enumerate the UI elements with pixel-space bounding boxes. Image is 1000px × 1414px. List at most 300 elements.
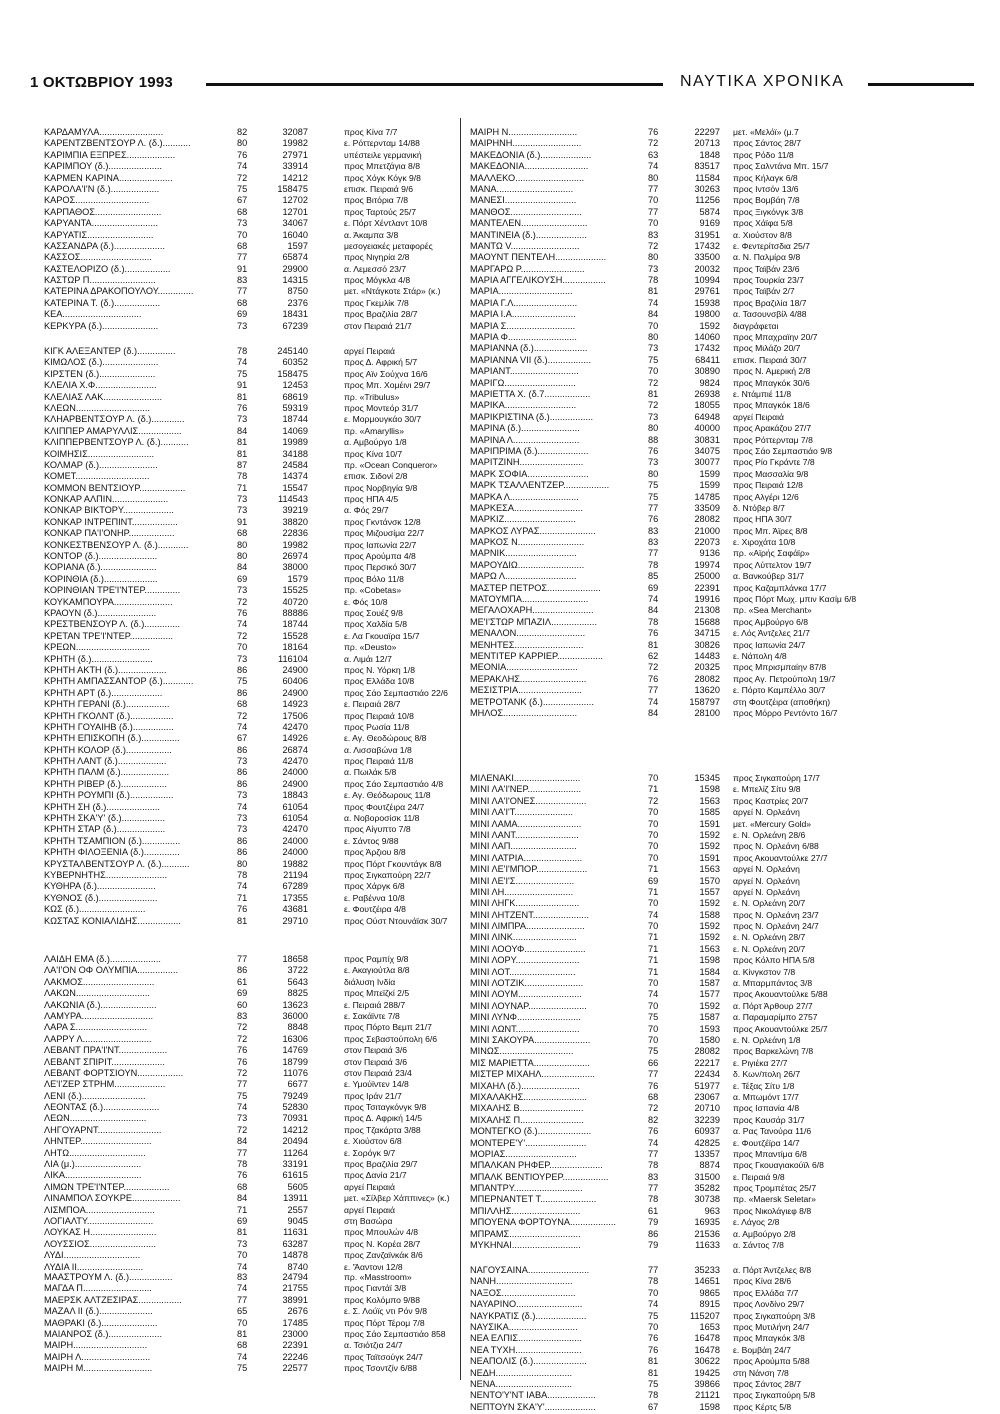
ship-row xyxy=(44,1205,464,1216)
ship-row xyxy=(44,471,464,482)
ship-name: ΚΛΕΩΝ............................. xyxy=(44,402,150,413)
ship-name: ΚΟΝΤΟΡ (δ.)....................... xyxy=(44,551,158,562)
build-year: 76 xyxy=(237,607,248,618)
tonnage: 1580 xyxy=(699,1034,720,1045)
ship-name: ΚΑΤΕΡΙΝΑ Τ. (δ.).................. xyxy=(44,297,161,308)
ship-name: ΜΑΡΙΑ Σ........................... xyxy=(470,320,576,331)
ship-row xyxy=(44,1057,464,1068)
status-note: α. Λιμάι 12/7 xyxy=(344,653,392,664)
tonnage: 20032 xyxy=(694,263,720,274)
tonnage: 30077 xyxy=(694,457,720,468)
build-year: 81 xyxy=(237,915,248,926)
ship-name: ΛΑΡΡΥ Λ........................... xyxy=(44,1033,152,1044)
build-year: 72 xyxy=(237,630,248,641)
ship-name: ΚΑΡΟΛΑ'Ι'Ν (δ.)................... xyxy=(44,183,160,194)
tonnage: 18744 xyxy=(282,414,308,425)
ship-row xyxy=(470,560,950,571)
tonnage: 29900 xyxy=(282,263,308,274)
ship-name: ΜΑΡΚΑ Λ........................... xyxy=(470,491,579,502)
ship-row xyxy=(44,893,464,904)
tonnage: 13623 xyxy=(282,999,308,1010)
build-year: 71 xyxy=(648,864,659,875)
ship-name: ΜΑΡΟΥΔΙΩ.......................... xyxy=(470,559,585,570)
tonnage: 17432 xyxy=(694,240,720,251)
ship-name: ΛΕΒΑΝΤ ΦΟΡΤΣΙΟΥΝ.................. xyxy=(44,1067,184,1078)
build-year: 73 xyxy=(237,1113,248,1124)
status-note: προς Βραζιλία 28/7 xyxy=(344,309,418,320)
ship-row xyxy=(44,711,464,722)
ship-name: ΛΙΑ (μ.).......................... xyxy=(44,1159,142,1170)
build-year: 83 xyxy=(648,1171,659,1182)
build-year: 74 xyxy=(648,1299,659,1310)
status-note: επισκ. Πειραιά 9/6 xyxy=(344,183,414,194)
header-rule-left xyxy=(206,83,663,86)
build-year: 83 xyxy=(237,275,248,286)
ship-row xyxy=(470,853,950,864)
tonnage: 8740 xyxy=(287,1261,308,1272)
ship-row xyxy=(44,1227,464,1238)
ship-row xyxy=(470,1160,950,1171)
ship-row xyxy=(470,480,950,491)
ship-row xyxy=(44,309,464,320)
tonnage: 1592 xyxy=(699,1000,720,1011)
ship-row xyxy=(44,264,464,275)
ship-name: ΜΑΡΙΑ Φ........................... xyxy=(470,332,577,343)
build-year: 73 xyxy=(237,218,248,229)
status-note: αργεί Ν. Ορλεάνη xyxy=(733,807,800,818)
ship-name: ΚΡΑΟΥΝ (δ.)....................... xyxy=(44,607,157,618)
ship-row xyxy=(470,264,950,275)
tonnage: 14926 xyxy=(282,733,308,744)
publication-title: ΝΑΥΤΙΚΑ ΧΡΟΝΙΚΑ xyxy=(680,73,845,90)
ship-name: ΝΕΑ ΤΥΧΗ.......................... xyxy=(470,1344,582,1355)
status-note: α. Πωιλάκ 5/8 xyxy=(344,767,397,778)
status-note: στη Φουτζέιρα (αποθήκη) xyxy=(733,696,831,707)
ship-row xyxy=(470,503,950,514)
build-year: 76 xyxy=(648,673,659,684)
build-year: 82 xyxy=(648,1114,659,1125)
build-year: 70 xyxy=(648,978,659,989)
ship-name: ΛΟΓΙΑΛΤΥ.......................... xyxy=(44,1215,154,1226)
status-note: α. Αμβούργο 1/8 xyxy=(344,437,407,448)
status-note: ε. Αγ. Θεοδώρους 8/8 xyxy=(344,733,427,744)
tonnage: 1563 xyxy=(699,864,720,875)
ship-row xyxy=(470,218,950,229)
tonnage: 963 xyxy=(704,1205,720,1216)
tonnage: 20325 xyxy=(694,662,720,673)
ship-row xyxy=(470,1240,950,1251)
ship-row xyxy=(44,1306,464,1317)
ship-name: ΚΕΑ............................... xyxy=(44,309,142,320)
ship-name: ΜΙΝΙ ΛΥΝΦ......................... xyxy=(470,1012,581,1023)
status-note: προς Μπαγκόκ 3/8 xyxy=(733,1333,805,1344)
ship-row xyxy=(470,921,950,932)
build-year: 73 xyxy=(237,790,248,801)
ship-row xyxy=(470,1402,950,1413)
ship-row xyxy=(470,1138,950,1149)
status-note: προς Χόγκ Κόγκ 9/8 xyxy=(344,172,421,183)
build-year: 74 xyxy=(237,801,248,812)
ship-row xyxy=(44,1045,464,1056)
ship-name: ΚΡΗΤΗ ΑΜΠΑΣΣΑΝΤΟΡ (δ.)............ xyxy=(44,676,194,687)
build-year: 73 xyxy=(648,457,659,468)
ship-name: ΜΑΛΛΕΚΟ........................... xyxy=(470,172,585,183)
status-note: προς Γιαντάϊ 3/8 xyxy=(344,1283,407,1294)
status-note: προς Βόλο 11/8 xyxy=(344,573,404,584)
build-year: 81 xyxy=(648,1367,659,1378)
status-note: προς Δ. Αφρική 14/5 xyxy=(344,1113,422,1124)
tonnage: 15547 xyxy=(282,482,308,493)
tonnage: 158475 xyxy=(277,368,308,379)
ship-row xyxy=(470,457,950,468)
status-note: ε. Ν. Ορλεάνη 28/6 xyxy=(733,829,806,840)
tonnage: 34715 xyxy=(694,628,720,639)
build-year: 75 xyxy=(237,183,248,194)
tonnage: 18658 xyxy=(282,954,308,964)
status-note: ε. Φουτζέϊρα 14/7 xyxy=(733,1137,800,1148)
ship-name: ΜΙΝΙ ΛΟΥΜ......................... xyxy=(470,989,582,1000)
ship-row xyxy=(44,954,464,965)
build-year: 69 xyxy=(648,582,659,593)
build-year: 70 xyxy=(648,852,659,863)
tonnage: 9136 xyxy=(699,548,720,559)
ship-row xyxy=(44,1148,464,1159)
tonnage: 19916 xyxy=(694,594,720,605)
tonnage: 14060 xyxy=(694,332,720,343)
build-year: 77 xyxy=(648,1148,659,1159)
ship-name: ΚΛΗΑΡΒΕΝΤΣΟΥΡ Λ. (δ.)............. xyxy=(44,414,185,425)
build-year: 80 xyxy=(648,332,659,343)
ship-name: ΚΟΜΜΟΝ ΒΕΝΤΣΙΟΥΡ.................. xyxy=(44,482,186,493)
status-note: προς Ισπανία 4/8 xyxy=(733,1103,800,1114)
ship-name: ΚΡΗΤΗ ΦΙΛΟΞΕΝΙΑ (δ.).............. xyxy=(44,847,180,858)
status-note: πρ. «Masstroom» xyxy=(344,1272,412,1282)
ship-name: ΚΟΡΙΑΝΑ (δ.)...................... xyxy=(44,562,157,573)
tonnage: 64948 xyxy=(694,411,720,422)
build-year: 77 xyxy=(237,954,248,964)
tonnage: 35233 xyxy=(694,1265,720,1275)
status-note: προς Σιγκαπούρη 3/8 xyxy=(733,1310,816,1321)
build-year: 69 xyxy=(237,309,248,320)
ship-row xyxy=(470,1183,950,1194)
ship-name: ΜΑΙΡΗ............................. xyxy=(44,1340,148,1351)
build-year: 86 xyxy=(237,847,248,858)
status-note: προς Χάϊφα 5/8 xyxy=(733,218,793,229)
ship-name: ΜΕ'Ι'ΣΤΩΡ ΜΠΑΖΙΛ.................. xyxy=(470,616,598,627)
status-note: αργεί Πειραιά xyxy=(344,1204,395,1215)
ship-name: ΝΕΠΤΟΥΝ ΣΚΑ'Υ'.................... xyxy=(470,1401,596,1412)
status-note: α. Βανκούβερ 31/7 xyxy=(733,571,805,582)
ship-row xyxy=(44,824,464,835)
ship-row xyxy=(470,1001,950,1012)
ship-name: ΚΛΙΠΠΕΡ ΑΜΑΡΥΛΛΙΣ................. xyxy=(44,425,182,436)
tonnage: 16935 xyxy=(694,1217,720,1228)
tonnage: 14374 xyxy=(282,471,308,482)
ship-name: ΜΙΝΙ ΛΙΜΠΡΑ....................... xyxy=(470,921,585,932)
ship-row xyxy=(470,784,950,795)
tonnage: 28082 xyxy=(694,1046,720,1057)
ship-name: ΛΙΝΑΜΠΟΛ ΣΟΥΚΡΕ................... xyxy=(44,1193,181,1204)
ship-row xyxy=(44,916,464,927)
ship-name: ΜΑΚΕΔΟΝΙΑ......................... xyxy=(470,161,589,172)
tonnage: 60406 xyxy=(282,676,308,687)
ship-name: ΛΑΙΔΗ ΕΜΑ (δ.).................... xyxy=(44,954,161,964)
ship-name: ΝΕΝΑ.............................. xyxy=(470,1378,573,1389)
status-note: προς Ακουαντούλκε 25/7 xyxy=(733,1023,828,1034)
ship-row xyxy=(44,562,464,573)
build-year: 72 xyxy=(237,172,248,183)
build-year: 70 xyxy=(648,1000,659,1011)
tonnage: 19982 xyxy=(282,138,308,149)
ship-row xyxy=(470,1126,950,1137)
build-year: 77 xyxy=(648,206,659,217)
ship-name: ΚΡΗΤΗ ΣΤΑΡ (δ.)................... xyxy=(44,824,166,835)
ship-row xyxy=(470,184,950,195)
build-year: 76 xyxy=(648,127,659,137)
ship-name: ΜΑΡΚ ΤΣΑΛΛΕΝΤΖΕΡ.................. xyxy=(470,480,610,491)
ship-name: ΜΕΝΗΤΕΣ........................... xyxy=(470,639,584,650)
ship-row xyxy=(470,887,950,898)
build-year: 70 xyxy=(648,829,659,840)
ship-name: ΜΑΡΙΑΝΝΑ (δ.)..................... xyxy=(470,343,588,354)
ship-name: ΜΑΡΙΓΩ............................ xyxy=(470,377,576,388)
ship-row xyxy=(470,446,950,457)
build-year: 72 xyxy=(237,1067,248,1078)
ship-row xyxy=(470,864,950,875)
ship-list-group xyxy=(44,954,464,1273)
build-year: 74 xyxy=(237,881,248,892)
build-year: 68 xyxy=(237,206,248,217)
tonnage: 14483 xyxy=(694,650,720,661)
ship-name: ΜΙΝΙ ΣΑΚΟΥΡΑ...................... xyxy=(470,1034,591,1045)
tonnage: 15528 xyxy=(282,630,308,641)
tonnage: 158475 xyxy=(277,183,308,194)
tonnage: 1598 xyxy=(699,1401,720,1412)
build-year: 83 xyxy=(648,229,659,240)
status-note: προς Σιγκαπούρη 5/8 xyxy=(733,1390,816,1401)
status-note: ε. Πειραιά 288/7 xyxy=(344,999,406,1010)
status-note: αργεί Πειραιά xyxy=(344,1181,395,1192)
ship-row xyxy=(470,537,950,548)
ship-name: ΚΟΙΜΗΣΙΣ.......................... xyxy=(44,448,155,459)
tonnage: 33914 xyxy=(282,161,308,172)
ship-name: ΚΡΗΤΗ ΑΡΤ (δ.).................... xyxy=(44,687,163,698)
build-year: 73 xyxy=(648,263,659,274)
status-note: προς Σάο Σεμπαστιάο 22/6 xyxy=(344,687,448,698)
build-year: 70 xyxy=(237,229,248,240)
ship-name: ΝΕΔΗ.............................. xyxy=(470,1367,573,1378)
ship-row xyxy=(44,859,464,870)
status-note: προς Περσικό 30/7 xyxy=(344,562,417,573)
tonnage: 88886 xyxy=(282,607,308,618)
ship-row xyxy=(44,802,464,813)
ship-row xyxy=(470,1103,950,1114)
ship-name: ΜΟΝΤΕΡΕ'Υ'........................ xyxy=(470,1137,587,1148)
ship-row xyxy=(470,1229,950,1240)
build-year: 78 xyxy=(237,1159,248,1170)
ship-row xyxy=(44,870,464,881)
tonnage: 1592 xyxy=(699,932,720,943)
tonnage: 16478 xyxy=(694,1344,720,1355)
tonnage: 17485 xyxy=(282,1317,308,1328)
tonnage: 39219 xyxy=(282,505,308,516)
build-year: 72 xyxy=(648,400,659,411)
ship-name: ΜΠΡΑΜΣ............................ xyxy=(470,1228,581,1239)
ship-row xyxy=(470,628,950,639)
ship-row xyxy=(470,252,950,263)
tonnage: 24900 xyxy=(282,778,308,789)
build-year: 72 xyxy=(648,1103,659,1114)
status-note: προς Άρζιου 8/8 xyxy=(344,847,406,858)
status-note: προς Ακουαντούλκε 27/7 xyxy=(733,852,828,863)
tonnage: 25000 xyxy=(694,571,720,582)
status-note: προς Μυτιλήνη 24/7 xyxy=(733,1321,810,1332)
ship-row xyxy=(470,492,950,503)
build-year: 84 xyxy=(648,605,659,616)
status-note: στον Πειραιά 3/6 xyxy=(344,1056,408,1067)
tonnage: 20713 xyxy=(694,138,720,149)
tonnage: 1592 xyxy=(699,320,720,331)
status-note: προς Βομβάη 7/8 xyxy=(733,195,800,206)
ship-row xyxy=(44,699,464,710)
build-year: 86 xyxy=(237,835,248,846)
tonnage: 31951 xyxy=(694,229,720,240)
tonnage: 11076 xyxy=(283,1067,308,1078)
status-note: προς Λονδίνο 29/7 xyxy=(733,1299,805,1310)
tonnage: 34075 xyxy=(694,445,720,456)
tonnage: 51977 xyxy=(694,1080,720,1091)
ship-name: ΚΟΜΕΤ............................. xyxy=(44,471,150,482)
tonnage: 1557 xyxy=(699,886,720,897)
ship-name: ΛΕΒΑΝΤ ΣΠΙΡΙΤ..................... xyxy=(44,1056,165,1067)
ship-name: ΜΑΕΡΣΚ ΑΛΤΖΕΣΙΡΑΣ................. xyxy=(44,1294,182,1305)
status-note: α. Ρας Τανούρα 11/6 xyxy=(733,1126,812,1137)
ship-row xyxy=(44,642,464,653)
status-note: προς Τσοντζίν 6/88 xyxy=(344,1363,418,1374)
tonnage: 11633 xyxy=(695,1240,720,1251)
build-year: 74 xyxy=(648,1137,659,1148)
build-year: 88 xyxy=(648,434,659,445)
build-year: 76 xyxy=(237,1056,248,1067)
tonnage: 28100 xyxy=(694,707,720,718)
ship-row xyxy=(44,1352,464,1363)
ship-row xyxy=(44,321,464,332)
build-year: 71 xyxy=(237,1204,248,1215)
tonnage: 17355 xyxy=(282,892,308,903)
status-note: πρ. «Maersk Seletar» xyxy=(733,1194,816,1205)
status-note: αργεί Ν. Ορλεάνη xyxy=(733,875,800,886)
status-note: πρ. «Ocean Conqueror» xyxy=(344,459,438,470)
tonnage: 60937 xyxy=(694,1126,720,1137)
build-year: 73 xyxy=(648,411,659,422)
ship-name: ΜΑΝΤΕΛΕΝ.......................... xyxy=(470,218,588,229)
status-note: προς Κολόμπο 9/88 xyxy=(344,1294,420,1305)
ship-name: ΝΑΝΗ.............................. xyxy=(470,1276,573,1287)
tonnage: 19974 xyxy=(694,559,720,570)
build-year: 72 xyxy=(648,377,659,388)
ship-name: ΜΑΚΕΔΟΝΙΑ (δ.).................... xyxy=(470,149,592,160)
ship-name: ΜΙΝΙ ΛΑ'Ι'ΝΕΡ..................... xyxy=(470,784,582,795)
ship-row xyxy=(470,548,950,559)
ship-name: ΚΑΡΙΜΠΟΥ (δ.)..................... xyxy=(44,161,162,172)
ship-row xyxy=(470,955,950,966)
tonnage: 1591 xyxy=(699,818,720,829)
ship-name: ΚΥΒΕΡΝΗΤΗΣ........................ xyxy=(44,869,168,880)
ship-row xyxy=(470,1046,950,1057)
build-year: 65 xyxy=(237,1306,248,1317)
status-note: προς Μοντεόρ 31/7 xyxy=(344,402,419,413)
tonnage: 83517 xyxy=(694,161,720,172)
tonnage: 30826 xyxy=(694,639,720,650)
build-year: 73 xyxy=(237,756,248,767)
ship-row xyxy=(44,836,464,847)
ship-name: ΜΑΑΣΤΡΟΥΜ Λ. (δ.)................. xyxy=(44,1272,173,1282)
ship-row xyxy=(44,540,464,551)
ship-name: ΜΙΝΙ ΛΩΝΤ......................... xyxy=(470,1023,580,1034)
ship-name: ΜΑΡΚΟΣ ΛΥΡΑΣ...................... xyxy=(470,525,596,536)
ship-row xyxy=(44,881,464,892)
ship-row xyxy=(470,1299,950,1310)
tonnage: 43681 xyxy=(282,904,308,915)
status-note: ε. Αγ. Θεόδωρους 11/8 xyxy=(344,790,431,801)
ship-row xyxy=(44,767,464,778)
tonnage: 18799 xyxy=(282,1056,308,1067)
ship-row xyxy=(44,813,464,824)
tonnage: 1585 xyxy=(699,807,720,818)
tonnage: 21000 xyxy=(694,525,720,536)
build-year: 62 xyxy=(648,650,659,661)
tonnage: 70931 xyxy=(282,1113,308,1124)
ship-row xyxy=(44,449,464,460)
build-year: 80 xyxy=(237,858,248,869)
ship-name: ΜΑΝΤΩ V........................... xyxy=(470,240,580,251)
build-year: 70 xyxy=(648,1321,659,1332)
ship-name: ΜΙΣ ΜΑΡΙΕΤΤΑ...................... xyxy=(470,1057,590,1068)
ship-row xyxy=(44,1182,464,1193)
tonnage: 21308 xyxy=(694,605,720,616)
ship-name: ΚΑΣΤΕΛΟΡΙΖΟ (δ.).................. xyxy=(44,263,171,274)
status-note: προς Σάο Σεμπαστιάο 4/8 xyxy=(344,778,444,789)
ship-name: ΜΑΡΙΑ Ι.Α......................... xyxy=(470,309,576,320)
ship-name: ΜΑΙΡΗ Ν........................... xyxy=(470,127,578,137)
status-note: προς Καζαμπλάνκα 17/7 xyxy=(733,582,827,593)
status-note: προς ΗΠΑ 4/5 xyxy=(344,494,399,505)
tonnage: 20710 xyxy=(694,1103,720,1114)
ship-list-group xyxy=(470,1265,950,1413)
build-year: 70 xyxy=(237,1250,248,1261)
ship-row xyxy=(44,847,464,858)
build-year: 76 xyxy=(237,1045,248,1056)
ship-row xyxy=(470,1345,950,1356)
status-note: ε. Ν. Ορλεάνη 20/7 xyxy=(733,943,806,954)
status-note: α. Αμβούργο 2/8 xyxy=(733,1228,796,1239)
ship-row xyxy=(470,286,950,297)
tonnage: 28082 xyxy=(694,514,720,525)
status-note: α. Μπαρμπάντος 3/8 xyxy=(733,978,813,989)
ship-name: ΜΙΝΩΣ............................. xyxy=(470,1046,574,1057)
ship-row xyxy=(44,1193,464,1204)
build-year: 75 xyxy=(648,354,659,365)
ship-row xyxy=(44,1363,464,1374)
ship-row xyxy=(470,1092,950,1103)
status-note: προς Πόρτ Τέρομ 7/8 xyxy=(344,1317,425,1328)
ship-row xyxy=(470,321,950,332)
build-year: 84 xyxy=(237,1193,248,1204)
ship-row xyxy=(470,944,950,955)
build-year: 70 xyxy=(648,773,659,783)
status-note: προς Ελλάδα 7/7 xyxy=(733,1287,799,1298)
status-note: προς Μπαχραϊην 20/7 xyxy=(733,332,818,343)
